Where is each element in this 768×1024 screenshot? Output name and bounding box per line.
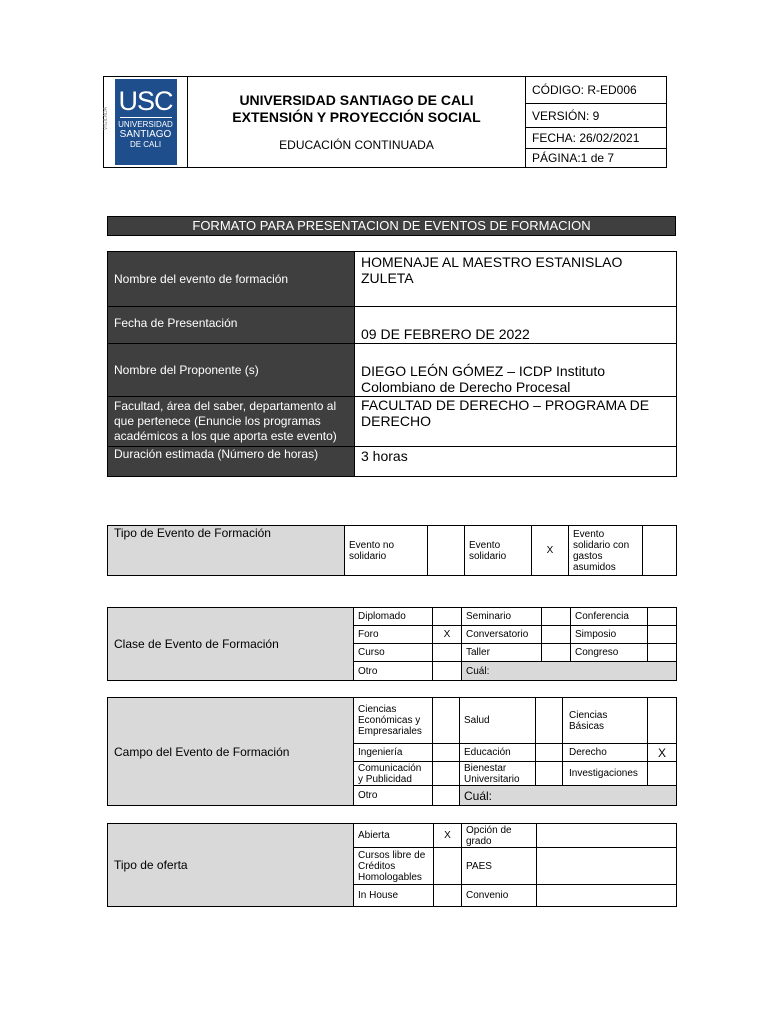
event-class-label: Clase de Evento de Formación xyxy=(108,608,354,681)
option-congreso: Congreso xyxy=(571,644,648,662)
codigo: CÓDIGO: R-ED006 xyxy=(526,77,667,104)
form-banner: FORMATO PARA PRESENTACION DE EVENTOS DE FORMACION xyxy=(107,216,676,236)
cual-field[interactable]: Cuál: xyxy=(462,662,677,681)
mark-opcion-grado[interactable] xyxy=(537,824,677,848)
option-seminario: Seminario xyxy=(462,608,542,626)
mark-abierta[interactable]: X xyxy=(434,824,462,848)
mark-in-house[interactable] xyxy=(434,885,462,907)
mark-convenio[interactable] xyxy=(537,885,677,907)
option-diplomado: Diplomado xyxy=(354,608,433,626)
option-educacion: Educación xyxy=(460,744,536,762)
option-ciencias-economicas: Ciencias Económicas y Empresariales xyxy=(354,698,433,744)
logo-line-2: SANTIAGO xyxy=(119,129,172,140)
subtitle: EDUCACIÓN CONTINUADA xyxy=(279,138,434,152)
proponent-value[interactable]: DIEGO LEÓN GÓMEZ – ICDP Instituto Colombiano de Derecho Procesal xyxy=(355,344,677,397)
duration-label: Duración estimada (Número de horas) xyxy=(108,447,355,477)
mark-otro-campo[interactable] xyxy=(433,786,460,806)
mark-conferencia[interactable] xyxy=(648,608,677,626)
option-in-house: In House xyxy=(354,885,434,907)
mark-curso[interactable] xyxy=(433,644,462,662)
mark-simposio[interactable] xyxy=(648,626,677,644)
mark-derecho[interactable]: X xyxy=(648,744,677,762)
mark-congreso[interactable] xyxy=(648,644,677,662)
faculty-value[interactable]: FACULTAD DE DERECHO – PROGRAMA DE DERECHO xyxy=(355,397,677,447)
option-investigaciones: Investigaciones xyxy=(563,762,648,786)
option-foro: Foro xyxy=(354,626,433,644)
option-conversatorio: Conversatorio xyxy=(462,626,542,644)
mark-foro[interactable]: X xyxy=(433,626,462,644)
proponent-label: Nombre del Proponente (s) xyxy=(108,344,355,397)
option-otro: Otro xyxy=(354,662,433,681)
department-name: EXTENSIÓN Y PROYECCIÓN SOCIAL xyxy=(232,109,481,125)
header-title-cell xyxy=(188,77,526,168)
mark-diplomado[interactable] xyxy=(433,608,462,626)
event-type-label: Tipo de Evento de Formación xyxy=(108,526,345,576)
mark-evento-solidario-gastos[interactable] xyxy=(643,526,677,576)
mark-bienestar[interactable] xyxy=(536,762,563,786)
option-curso: Curso xyxy=(354,644,433,662)
mark-evento-no-solidario[interactable] xyxy=(428,526,465,576)
logo-acronym: USC xyxy=(118,86,173,116)
mark-salud[interactable] xyxy=(536,698,563,744)
option-convenio: Convenio xyxy=(462,885,537,907)
usc-logo xyxy=(102,79,177,165)
event-type-table xyxy=(107,525,677,576)
duration-value[interactable]: 3 horas xyxy=(355,447,677,477)
mark-paes[interactable] xyxy=(537,848,677,885)
mark-conversatorio[interactable] xyxy=(542,626,571,644)
version: VERSIÓN: 9 xyxy=(526,104,667,128)
event-field-label: Campo del Evento de Formación xyxy=(108,698,354,806)
mark-comunicacion[interactable] xyxy=(433,762,460,786)
cual-campo-field[interactable]: Cuál: xyxy=(460,786,677,806)
mark-otro[interactable] xyxy=(433,662,462,681)
option-evento-no-solidario: Evento no solidario xyxy=(345,526,428,576)
logo-line-1: UNIVERSIDAD xyxy=(118,120,173,129)
pagina: PÁGINA:1 de 7 xyxy=(526,149,667,168)
mark-seminario[interactable] xyxy=(542,608,571,626)
option-simposio: Simposio xyxy=(571,626,648,644)
event-name-label: Nombre del evento de formación xyxy=(108,252,355,307)
option-comunicacion: Comunicación y Publicidad xyxy=(354,762,433,786)
option-taller: Taller xyxy=(462,644,542,662)
event-name-value[interactable]: HOMENAJE AL MAESTRO ESTANISLAO ZULETA xyxy=(355,252,677,307)
logo-side-text: VIGILADA xyxy=(102,107,109,131)
university-name: UNIVERSIDAD SANTIAGO DE CALI xyxy=(239,92,474,108)
offer-type-table xyxy=(107,823,677,907)
option-paes: PAES xyxy=(462,848,537,885)
faculty-label: Facultad, área del saber, departamento al que pertenece (Enuncie los programas académicos a los que aporta este evento) xyxy=(108,397,355,447)
option-cursos-libres: Cursos libre de Créditos Homologables xyxy=(354,848,434,885)
document-header xyxy=(103,76,667,168)
mark-ingenieria[interactable] xyxy=(433,744,460,762)
event-class-table xyxy=(107,607,677,681)
option-ingenieria: Ingeniería xyxy=(354,744,433,762)
option-salud: Salud xyxy=(460,698,536,744)
option-opcion-grado: Opción de grado xyxy=(462,824,537,848)
event-field-table xyxy=(107,697,677,806)
option-abierta: Abierta xyxy=(354,824,434,848)
mark-evento-solidario[interactable]: X xyxy=(532,526,569,576)
option-evento-solidario: Evento solidario xyxy=(465,526,532,576)
option-otro-campo: Otro xyxy=(354,786,433,806)
option-conferencia: Conferencia xyxy=(571,608,648,626)
mark-ciencias-economicas[interactable] xyxy=(433,698,460,744)
logo-line-3: DE CALI xyxy=(129,140,162,149)
logo-cell xyxy=(104,77,188,168)
mark-ciencias-basicas[interactable] xyxy=(648,698,677,744)
mark-educacion[interactable] xyxy=(536,744,563,762)
mark-cursos-libres[interactable] xyxy=(434,848,462,885)
option-derecho: Derecho xyxy=(563,744,648,762)
offer-type-label: Tipo de oferta xyxy=(108,824,354,907)
option-evento-solidario-gastos: Evento solidario con gastos asumidos xyxy=(569,526,643,576)
mark-taller[interactable] xyxy=(542,644,571,662)
mark-investigaciones[interactable] xyxy=(648,762,677,786)
option-ciencias-basicas: Ciencias Básicas xyxy=(563,698,648,744)
option-bienestar: Bienestar Universitario xyxy=(460,762,536,786)
presentation-date-value[interactable]: 09 DE FEBRERO DE 2022 xyxy=(355,307,677,344)
event-info-table xyxy=(107,251,677,477)
presentation-date-label: Fecha de Presentación xyxy=(108,307,355,344)
fecha: FECHA: 26/02/2021 xyxy=(526,128,667,149)
